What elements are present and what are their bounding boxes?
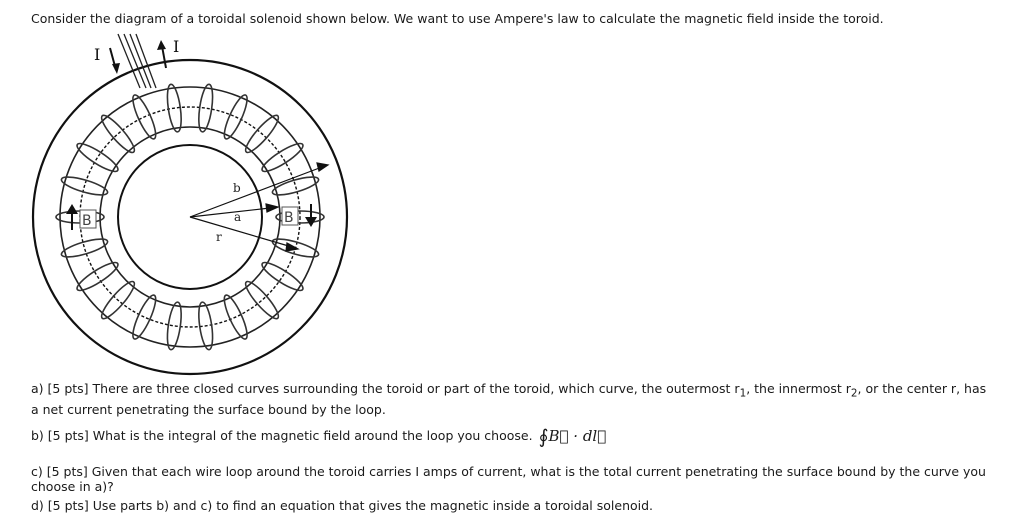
winding-loop bbox=[242, 278, 282, 322]
question-d: d) [5 pts] Use parts b) and c) to find an equation that gives the magnetic inside a toroidal solenoid. bbox=[31, 498, 654, 513]
question-b: b) [5 pts] What is the integral of the magnetic field around the loop you choose. ∮B⃗ · dl⃗ bbox=[31, 426, 607, 448]
svg-text:I: I bbox=[173, 37, 180, 56]
winding-loop bbox=[60, 235, 109, 260]
integral-formula: ∮B⃗ · dl⃗ bbox=[538, 426, 607, 448]
winding-loop bbox=[165, 301, 184, 350]
winding-loop bbox=[129, 293, 160, 342]
b-field-left bbox=[66, 204, 96, 230]
svg-text:I: I bbox=[94, 45, 101, 64]
winding-loop bbox=[98, 112, 138, 156]
winding-loop bbox=[220, 93, 251, 142]
lead-wires bbox=[118, 34, 156, 88]
label-b: b bbox=[233, 181, 241, 195]
label-a: a bbox=[234, 210, 242, 224]
toroid-diagram bbox=[30, 30, 360, 380]
radius-arrows bbox=[190, 163, 328, 251]
winding-loop bbox=[196, 83, 215, 132]
svg-text:B: B bbox=[82, 213, 92, 229]
question-a: a) [5 pts] There are three closed curves surrounding the toroid or part of the toroid, which curve, the outermost $r_1$, the innermost $r_2$, or the center r, has a net current penetrating the surface bound by the loop. bbox=[31, 381, 987, 417]
intro-text: Consider the diagram of a toroidal solenoid shown below. We want to use Ampere's law to calculate the magnetic field inside the toroid. bbox=[31, 11, 884, 26]
question-c: c) [5 pts] Given that each wire loop around the toroid carries I amps of current, what is the total current penetrating the surface bound by the curve you choose in a)? bbox=[31, 464, 986, 494]
svg-text:B: B bbox=[284, 210, 294, 226]
label-r: r bbox=[216, 230, 222, 244]
current-arrow-left bbox=[94, 45, 120, 74]
